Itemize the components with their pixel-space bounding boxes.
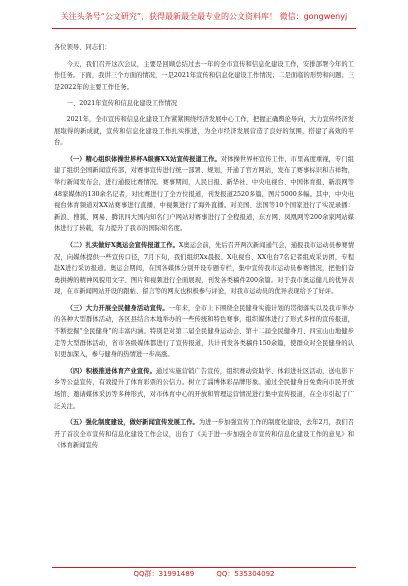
intro-paragraph: 今天，我们召开这次会议，主要是回顾总结过去一年的全市宣传和信息化建设工作，安排部署今年的工作任务。下面，我讲三个方面的情况，一是2021年宣传和信息化建设工作情况；二是面临的形势和问题；三是2022年的主要工作任务。 <box>54 60 354 91</box>
qq-number: QQ：535304092 <box>216 570 275 578</box>
item-paragraph-1 <box>54 154 354 235</box>
item-title-3: （三）大力开展全民健身活动宣传。 <box>66 304 169 312</box>
qq-group: QQ群：31991489 <box>133 570 195 578</box>
item-body-3: 一年来，全市上下围绕全民健身实施计划的贯彻落实以及我市举办的各种大型群体活动，各区县结合本地举办的一些传统和特色赛事，组织媒体进行了形式多样的宣传报道，不断挖掘“全民健身”的丰富内涵。特别是对第二届全民健身运动会、第十二届全民健身月、四宝山山地健步走等大型群体活动，省市各级媒体都进行了宣传报道，共计刊发各类稿件150余篇，使群众对全民健身的认识更加深入，参与健身的热情进一步高涨。 <box>54 304 354 359</box>
item-paragraph-3 <box>54 303 354 361</box>
promo-banner: 关注头条号“公文研究”，获得最新最全最专业的公文资料库！ 微信：gongwenyj <box>52 6 356 29</box>
item-body-2: X奥运会前，先后召开两次新闻通气会，通报我市运动员参赛情况，向媒体提供一些宣传口径，7月下旬，我们组织Xx晨报、X电视台、XX电台7名记者组成采访团，专程赴X进行采访报道。奥运会期间，在国各媒体分别开设专题专栏，集中宣传我市运动员参赛情况，把他们奋勇拼搏的精神风貌用文字、图片和视频进行全面展现，刊发各类稿件200余篇。对于我市奥运健儿的优异表现，在市新闻网站开设的跟帖、留言等的网友也积极参与评论，对我市运动员的优异表现给予了好评。 <box>54 241 354 296</box>
item-paragraph-5 <box>54 417 354 452</box>
item-body-5: 为进一步加强宣传工作的制度化建设，去年2月，我们召开了首次全市宣传和信息化建设工作会议，出台了《关于进一步加强全市宣传和信息化建设工作的意见》和《体育新闻宣传 <box>54 419 354 450</box>
item-title-2: （二）扎实做好X奥运会宣传报道工作。 <box>66 241 179 249</box>
contact-footer <box>52 567 356 580</box>
section-heading: 一、2021年宣传和信息化建设工作情况 <box>66 100 178 108</box>
document-body <box>54 42 354 566</box>
item-paragraph-4 <box>54 366 354 412</box>
item-title-5: （五）强化制度建设，做好新闻宣传发展工作。 <box>66 419 199 427</box>
document-page <box>0 6 408 586</box>
section-intro-paragraph: 2021年，全市宣传和信息化建设工作紧紧围绕经济发展中心工作，把握正确舆论导向，大力宣传经济发展取得的新成就，宣传和信息化建设工作扎实推进，为全市经济发展营造了良好的氛围，搭建了高效的平台。 <box>54 115 354 147</box>
item-paragraph-2 <box>54 240 354 298</box>
item-title-4: （四）积极推进体育产业宣传。 <box>66 367 157 375</box>
item-body-4: 通过实施营销广告宣传，组织赛动资助学、体彩进社区活动，送电影下乡等公益宣传，有效提升了体育彩票的公信力。树立了淄博体彩品牌形象。通过全民健身日免费向市民开放场馆、邀请媒体采访等多种形式，对市体育中心的开放和管理运营情况进行集中宣传报道，在全市引起了广泛关注。 <box>54 367 354 410</box>
item-title-1: （一）精心组织体操世界杯A级赛XX站宣传报道工作。 <box>66 155 221 163</box>
salutation: 各位领导、同志们： <box>54 44 111 51</box>
item-body-1: 对体操世界杯宣传工作，市里高度重视，专门组建了组织全国新闻宣传部，对赛事宣传进行统一部署、规划，开通了官方网站，发布了赛事标识和吉祥物，举行新闻发布会，进行通报比赛情况。赛事期间，人民日报、新华社、中央电视台、中国体育报、新浪网等48家媒体的130余名记者，对比赛进行了全方位报道，刊发报道2520多篇，图片5000多幅。其中，中央电视台体育频道对XX站赛事进行直播，中视频进行了海外直播。对美国、法国等10个国家进行了实况录播：新浪、搜狐、网易、腾讯四大国内知名门户网站对赛事进行了全程报道，东方网、凤凰网等200余家网站媒体进行了转载，有力提升了我市的国际知名度。 <box>54 155 354 233</box>
